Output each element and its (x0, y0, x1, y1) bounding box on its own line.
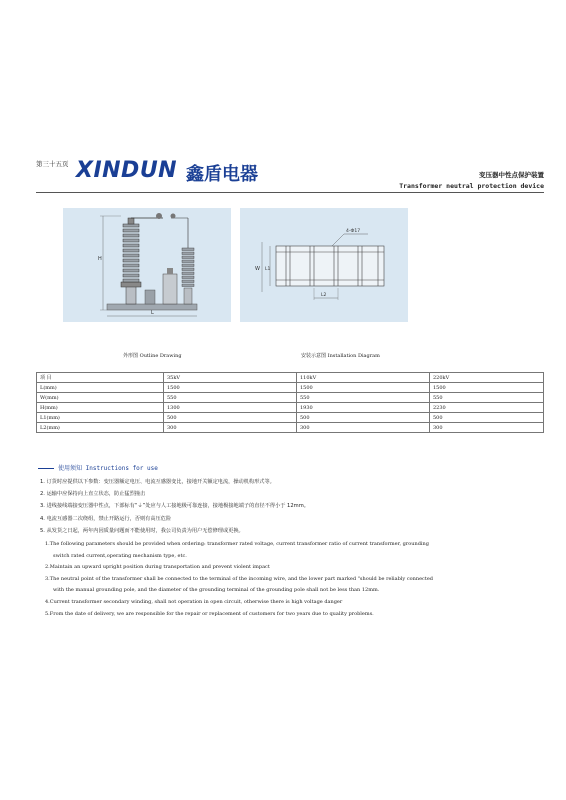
list-item: 5.From the date of delivery, we are responsible for the repair or replacement of customers for two years due to quality problems. (45, 610, 374, 617)
table-row (37, 423, 544, 433)
table-cell: 500 (164, 413, 297, 423)
table-cell: 2230 (430, 403, 544, 413)
table-cell: 550 (164, 393, 297, 403)
list-item: 4.Current transformer secondary winding, shall not operation in open circuit, otherwise there is high voltage danger (45, 598, 343, 605)
heading-rule (38, 468, 54, 469)
page-number: 第三十五页 (36, 160, 69, 168)
installation-diagram (240, 208, 408, 322)
table-cell: 500 (297, 413, 430, 423)
list-item: with the manual grounding pole, and the diameter of the grounding terminal of the grounding pole shall not be less than 12mm. (53, 587, 380, 594)
table-cell: 300 (430, 423, 544, 433)
table-row (37, 413, 544, 423)
dim-label-l: L (151, 310, 154, 316)
dim-label-hole: 4-Ф17 (346, 229, 361, 234)
table-cell: 300 (164, 423, 297, 433)
table-row (37, 393, 544, 403)
list-item: 5. 从发货之日起，两年内因质量问题而不能使用时，我公司负责为用户无偿修理或更换。 (40, 527, 244, 534)
table-cell: 550 (430, 393, 544, 403)
table-cell: 1300 (164, 403, 297, 413)
instructions-cn-list (40, 476, 309, 537)
brand-logo-chinese: 鑫盾电器 (186, 164, 258, 185)
table-cell: 500 (430, 413, 544, 423)
list-item: 2. 运输中应保持向上直立状态，防止猛烈撞击 (40, 491, 146, 498)
table-cell: W(mm) (37, 393, 164, 403)
instructions-en-list (45, 539, 515, 620)
table-row (37, 383, 544, 393)
header-divider (36, 192, 544, 193)
table-cell: 110kV (297, 373, 430, 383)
table-cell: 550 (297, 393, 430, 403)
instructions-heading-text: 使用须知 Instructions for use (58, 465, 158, 472)
list-item: switch rated current,operating mechanism type, etc. (53, 552, 187, 559)
table-cell: L2(mm) (37, 423, 164, 433)
outline-drawing-panel (63, 208, 231, 322)
table-cell: L1(mm) (37, 413, 164, 423)
table-cell: 300 (297, 423, 430, 433)
table-cell: 项 目 (37, 373, 164, 383)
list-item: 2.Maintain an upward upright position during transportation and prevent violent impact (45, 564, 270, 571)
table-cell: 220kV (430, 373, 544, 383)
dim-label-w: W (255, 266, 260, 272)
installation-caption: 安装示意图 Installation Diagram (301, 353, 380, 359)
table-cell: 1930 (297, 403, 430, 413)
right-insulator (182, 248, 194, 304)
table-row (37, 373, 544, 383)
dim-label-h: H (98, 256, 102, 262)
table-cell: 1500 (164, 383, 297, 393)
list-item: 1. 订货时应提供以下参数：变压器额定电压、电流互感器变比，接地开关额定电流，操动机构形式等。 (40, 479, 275, 485)
spec-table (36, 372, 544, 433)
table-cell: H(mm) (37, 403, 164, 413)
brand-logo-latin: XINDUN (76, 158, 178, 183)
list-item: 3.The neutral point of the transformer shall be connected to the terminal of the incoming wire, and the lower part marked "should be reliably connected (45, 575, 433, 582)
table-row (37, 403, 544, 413)
dim-label-l2: L2 (321, 293, 327, 298)
table-cell: 1500 (430, 383, 544, 393)
outline-drawing (63, 208, 231, 322)
table-cell: L(mm) (37, 383, 164, 393)
list-item: 4. 电流互感器二次绕组，禁止开路运行，否则有高压危险 (40, 515, 172, 522)
list-item: 3. 进线接线端接变压器中性点，下部标有“⏚”处应与人工接地极可靠连接，接地极接地端子的直径不得小于 12mm。 (40, 503, 309, 510)
product-title-cn: 变压器中性点保护装置 (479, 171, 544, 179)
table-cell: 1500 (297, 383, 430, 393)
product-title-en: Transformer neutral protection device (399, 182, 544, 190)
main-insulator (121, 218, 141, 304)
dim-label-l1: L1 (265, 267, 271, 272)
list-item: 1.The following parameters should be provided when ordering: transformer rated voltage, current transformer ratio of current transformer, grounding (45, 541, 429, 547)
instructions-heading (38, 463, 158, 472)
installation-diagram-panel (240, 208, 408, 322)
table-cell: 35kV (164, 373, 297, 383)
outline-caption: 外形图 Outline Drawing (123, 353, 182, 359)
